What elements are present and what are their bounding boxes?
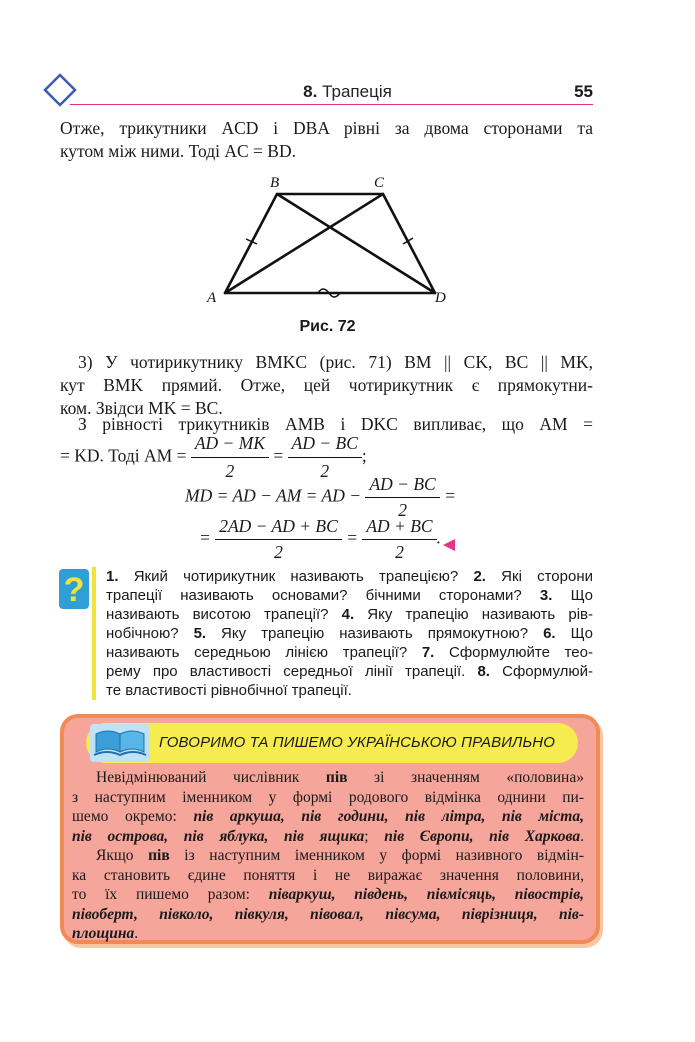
question-text: Яку трапецію називають прямокутною? — [206, 625, 544, 642]
lang-example: півоберт, півколо, півкуля, півовал, півсума, піврізниця, пів- — [72, 905, 584, 923]
page-number: 55 — [574, 82, 593, 101]
question-number-1: 1. — [106, 568, 119, 585]
lang-p1-line1 — [72, 768, 584, 788]
equation-2-fraction-1 — [215, 516, 342, 563]
para1-line2: кутом між ними. Тоді AC = BD. — [60, 141, 296, 161]
question-number-8: 8. — [477, 663, 490, 680]
svg-text:?: ? — [63, 571, 85, 609]
diagonal-bd — [277, 194, 435, 293]
question-text: називають середньою лінією трапеції? — [106, 644, 422, 661]
fraction-2-numerator: AD − BC — [288, 432, 362, 458]
figure-72-trapezoid — [200, 174, 460, 306]
question-number-7: 7. — [421, 644, 435, 661]
vertex-label-c: C — [374, 175, 385, 191]
lang-keyword: пів — [148, 847, 170, 864]
para1-line1: Отже, трикутники ACD і DBA рівні за двома сторонами та — [60, 118, 593, 138]
para4-line1: З рівності трикутників AMB і DKC випливає, що AM = — [78, 414, 593, 434]
question-number-4: 4. — [341, 606, 355, 623]
question-number-3: 3. — [539, 587, 553, 604]
question-text: Яку трапецію називають рів- — [354, 606, 593, 623]
lang-example: площина — [72, 925, 135, 942]
fraction-1-denominator: 2 — [225, 461, 235, 481]
para3-line3: ком. Звідси MK = BC. — [60, 398, 223, 418]
lang-text: . — [580, 827, 585, 845]
equation-1-denominator: 2 — [398, 500, 407, 520]
question-text: Які сторони — [485, 568, 593, 585]
equation-2-fraction-2 — [362, 516, 436, 563]
equation-2-period: . — [436, 527, 441, 548]
fraction-1-numerator: AD − MK — [191, 432, 269, 458]
vertex-label-b: B — [270, 175, 280, 191]
questions-line-2 — [106, 586, 593, 605]
lang-p1-line4 — [72, 827, 584, 847]
header-rule — [70, 104, 593, 105]
chapter-title: Трапеція — [322, 82, 392, 101]
question-text: Сформулюйте тео- — [434, 644, 593, 661]
equation-2-denominator-1: 2 — [274, 542, 283, 562]
equation-2 — [199, 516, 441, 563]
lang-example: пів Європи, пів Харкова — [384, 827, 581, 845]
question-text: Що — [552, 587, 593, 604]
lang-example: пів острова, пів яблука, пів ящика — [72, 827, 365, 845]
questions-line-1 — [106, 567, 593, 586]
questions-line-5 — [106, 643, 593, 662]
questions-line-6 — [106, 662, 593, 681]
equation-1-numerator: AD − BC — [365, 474, 439, 498]
question-text: рему про властивості середньої лінії трапеції. — [106, 663, 478, 680]
questions-accent-bar — [92, 567, 96, 700]
para3-line2: кут BMK прямий. Отже, цей чотирикутник є прямокутни- — [60, 375, 593, 395]
lang-example: пів аркуша, пів години, пів літра, пів міста, — [193, 808, 584, 825]
semicolon: ; — [361, 445, 367, 466]
language-tip-text — [72, 768, 584, 944]
lang-p1-line3 — [72, 807, 584, 827]
language-tip-title: ГОВОРИМО ТА ПИШЕМО УКРАЇНСЬКОЮ ПРАВИЛЬНО — [159, 734, 556, 751]
question-text: Сформулюй- — [489, 663, 593, 680]
equation-1-prefix: MD = AD − AM = AD − — [185, 485, 362, 506]
question-text: Що — [555, 625, 593, 642]
lang-text: із наступним іменником у формі називного відмін- — [169, 847, 584, 864]
vertex-label-a: A — [207, 290, 217, 306]
equals-sign: = — [273, 445, 284, 466]
fraction-2-denominator: 2 — [320, 461, 330, 481]
lang-text: то їх пишемо разом: — [72, 886, 269, 903]
question-text: називають висотою трапеції? — [106, 606, 342, 623]
question-text: Який чотирикутник називають трапецією? — [118, 568, 474, 585]
lang-p2-line2: ка становить єдине поняття і не виражає значення половини, — [72, 866, 584, 884]
equation-2-equals: = — [346, 527, 358, 548]
lang-keyword: пів — [325, 769, 348, 786]
vertex-label-d: D — [435, 290, 446, 306]
equation-1-fraction — [365, 474, 439, 521]
lang-text: зі значенням «половина» — [347, 769, 584, 786]
question-mark-icon — [59, 569, 89, 609]
questions-line-7: те властивості рівнобічної трапеції. — [106, 682, 352, 699]
lang-text: шемо окремо: — [72, 808, 194, 825]
question-number-5: 5. — [193, 625, 207, 642]
chapter-number: 8. — [303, 82, 318, 101]
lang-text: Якщо — [96, 847, 149, 864]
lang-p2-line1 — [72, 846, 584, 866]
questions-line-4 — [106, 624, 593, 643]
lang-text: ; — [364, 827, 385, 845]
para4-line2-prefix: = KD. Тоді AM = — [60, 445, 187, 466]
lang-p2-line5 — [72, 924, 584, 944]
equation-1 — [185, 474, 456, 521]
figure-caption: Рис. 72 — [299, 318, 356, 335]
review-questions — [106, 567, 593, 700]
equation-1-suffix: = — [444, 485, 456, 506]
lang-p2-line3 — [72, 885, 584, 905]
lang-example: піваркуш, південь, півмісяць, півострів, — [268, 886, 584, 903]
question-number-6: 6. — [543, 625, 556, 642]
equation-2-numerator-1: 2AD − AD + BC — [215, 516, 342, 540]
equation-2-numerator-2: AD + BC — [362, 516, 436, 540]
lang-text: . — [134, 925, 139, 942]
lang-text: Невідмінюваний числівник — [96, 769, 326, 786]
open-book-icon — [90, 724, 150, 762]
equation-2-prefix: = — [199, 527, 211, 548]
questions-line-3 — [106, 605, 593, 624]
diagonal-ac — [225, 194, 383, 293]
lang-p1-line2: з наступним іменником у формі родового відмінка однини пи- — [72, 788, 584, 806]
end-of-proof-triangle-icon — [442, 538, 456, 552]
equation-2-denominator-2: 2 — [395, 542, 404, 562]
question-text: нобічною? — [106, 625, 194, 642]
lang-p2-line4 — [72, 905, 584, 925]
question-number-2: 2. — [473, 568, 486, 585]
question-text: трапеції називають основами? бічними сторонами? — [106, 587, 540, 604]
para3-line1: 3) У чотирикутнику BMKC (рис. 71) BM || CK, BC || MK, — [78, 352, 593, 372]
